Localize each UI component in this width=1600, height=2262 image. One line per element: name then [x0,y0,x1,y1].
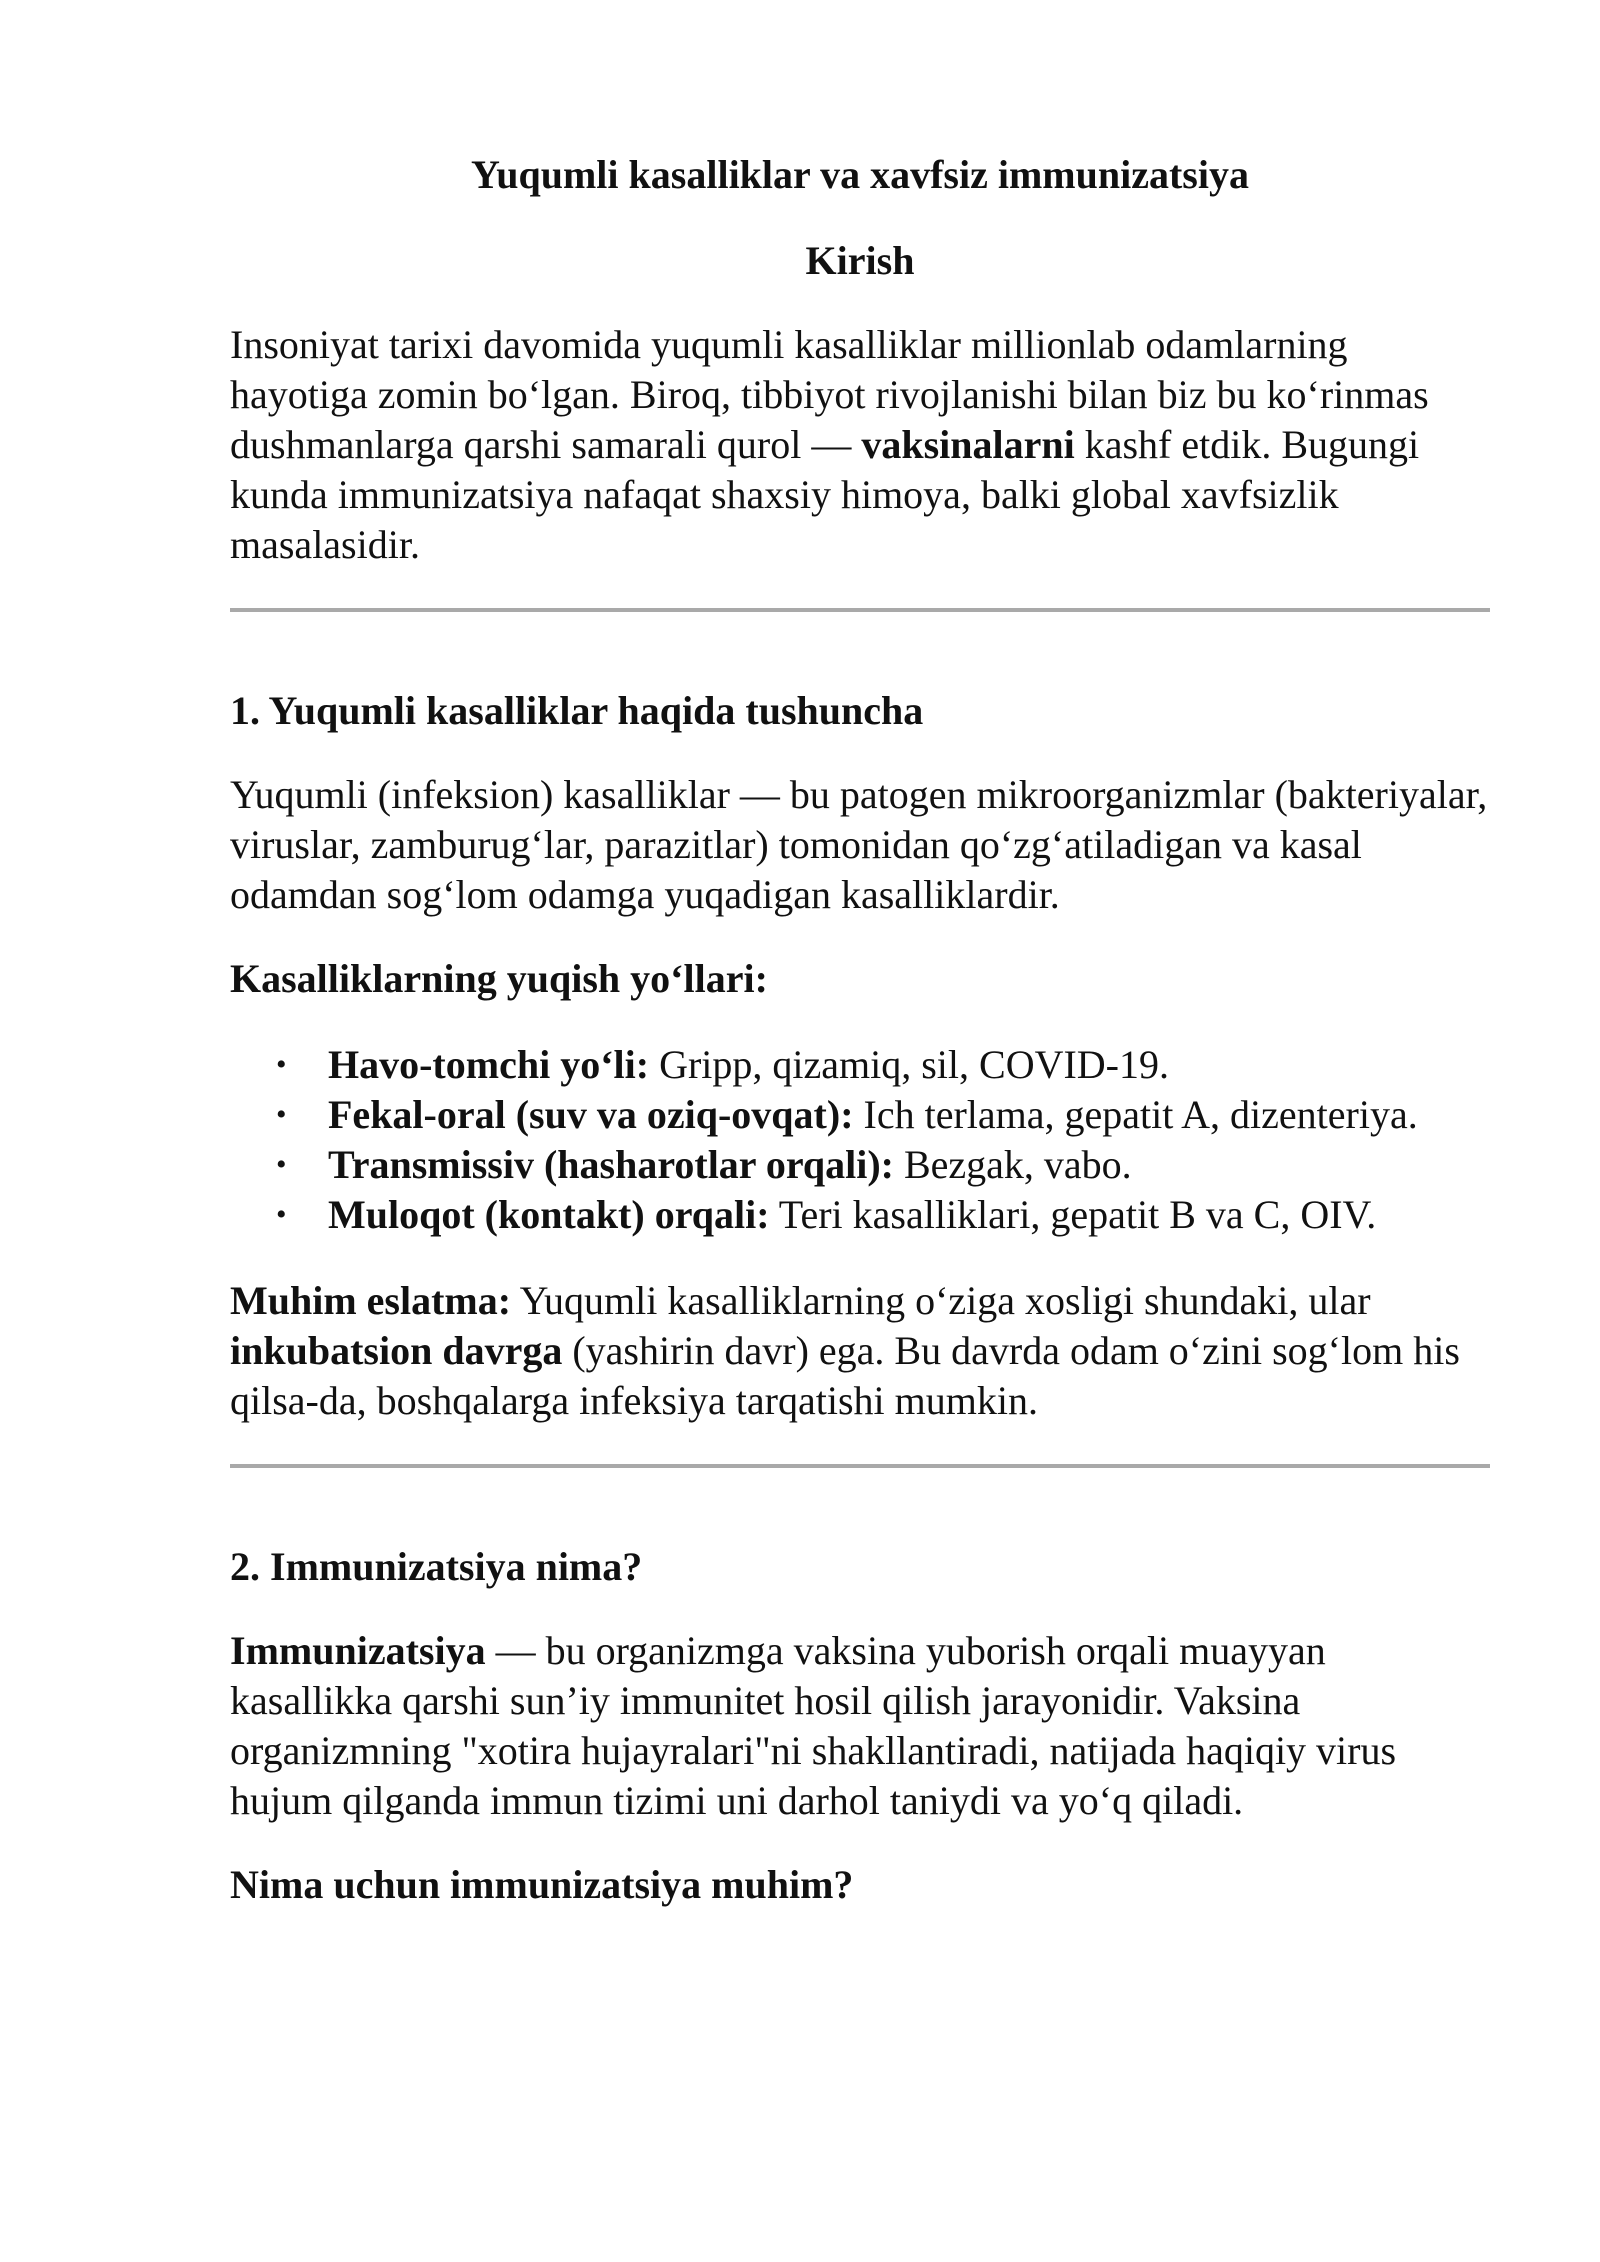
intro-heading: Kirish [805,238,915,283]
routes-list [230,1040,1490,1240]
intro-text-bold: vaksinalarni [861,422,1075,467]
section2-text: — bu organizmga vaksina yuborish orqali muayyan kasallikka qarshi sun’iy immunitet hosil qilish jarayonidir. Vaksina organizmning "xotira hujayralari"ni shakllantiradi, natijada haqiqiy virus hujum qilganda immun tizimi uni darhol taniydi va yo‘q qiladi. [230,1628,1397,1823]
list-item [276,1090,1490,1140]
routes-heading: Kasalliklarning yuqish yo‘llari: [230,956,768,1001]
section1-heading: 1. Yuqumli kasalliklar haqida tushuncha [230,688,924,733]
bullet-icon: • [276,1048,287,1081]
bullet-icon: • [276,1198,287,1231]
intro-text-before: Insoniyat tarixi davomida yuqumli kasalliklar millionlab odamlarning hayotiga zomin bo‘lgan. Biroq, tibbiyot rivojlanishi bilan biz bu ko‘rinmas dushmanlarga qarshi samarali qurol — [230,322,1429,467]
note-text-bold: inkubatsion davrga [230,1328,563,1373]
intro-text-after: kashf etdik. Bugungi kunda immunizatsiya nafaqat shaxsiy himoya, balki global xavfsizlik masalasidir. [230,422,1420,567]
note-label: Muhim eslatma: [230,1278,512,1323]
important-note [230,1276,1490,1426]
list-item [276,1040,1490,1090]
section2-term: Immunizatsiya [230,1628,486,1673]
section2-heading: 2. Immunizatsiya nima? [230,1544,643,1589]
why-heading: Nima uchun immunizatsiya muhim? [230,1862,854,1907]
document-page [230,150,1490,1910]
intro-paragraph [230,320,1490,570]
bullet-icon: • [276,1148,287,1181]
divider-2 [230,1464,1490,1468]
list-item [276,1140,1490,1190]
section1-paragraph: Yuqumli (infeksion) kasalliklar — bu patogen mikroorganizmlar (bakteriyalar, viruslar, zamburug‘lar, parazitlar) tomonidan qo‘zg‘atiladigan va kasal odamdan sog‘lom odamga yuqadigan kasalliklardir. [230,772,1488,917]
route-term: Fekal-oral (suv va oziq-ovqat): [328,1092,854,1137]
note-text-after: (yashirin davr) ega. Bu davrda odam o‘zini sog‘lom his qilsa-da, boshqalarga infeksiya tarqatishi mumkin. [230,1328,1460,1423]
section2-paragraph [230,1626,1490,1826]
divider-1 [230,608,1490,612]
route-term: Transmissiv (hasharotlar orqali): [328,1142,894,1187]
document-title: Yuqumli kasalliklar va xavfsiz immunizatsiya [471,152,1249,197]
route-desc: Teri kasalliklari, gepatit B va C, OIV. [769,1192,1377,1237]
route-desc: Gripp, qizamiq, sil, COVID-19. [649,1042,1170,1087]
list-item [276,1190,1490,1240]
route-term: Havo-tomchi yo‘li: [328,1042,650,1087]
route-desc: Ich terlama, gepatit A, dizenteriya. [853,1092,1418,1137]
note-text-before: Yuqumli kasalliklarning o‘ziga xosligi shundaki, ular [511,1278,1371,1323]
route-term: Muloqot (kontakt) orqali: [328,1192,770,1237]
route-desc: Bezgak, vabo. [893,1142,1132,1187]
bullet-icon: • [276,1098,287,1131]
